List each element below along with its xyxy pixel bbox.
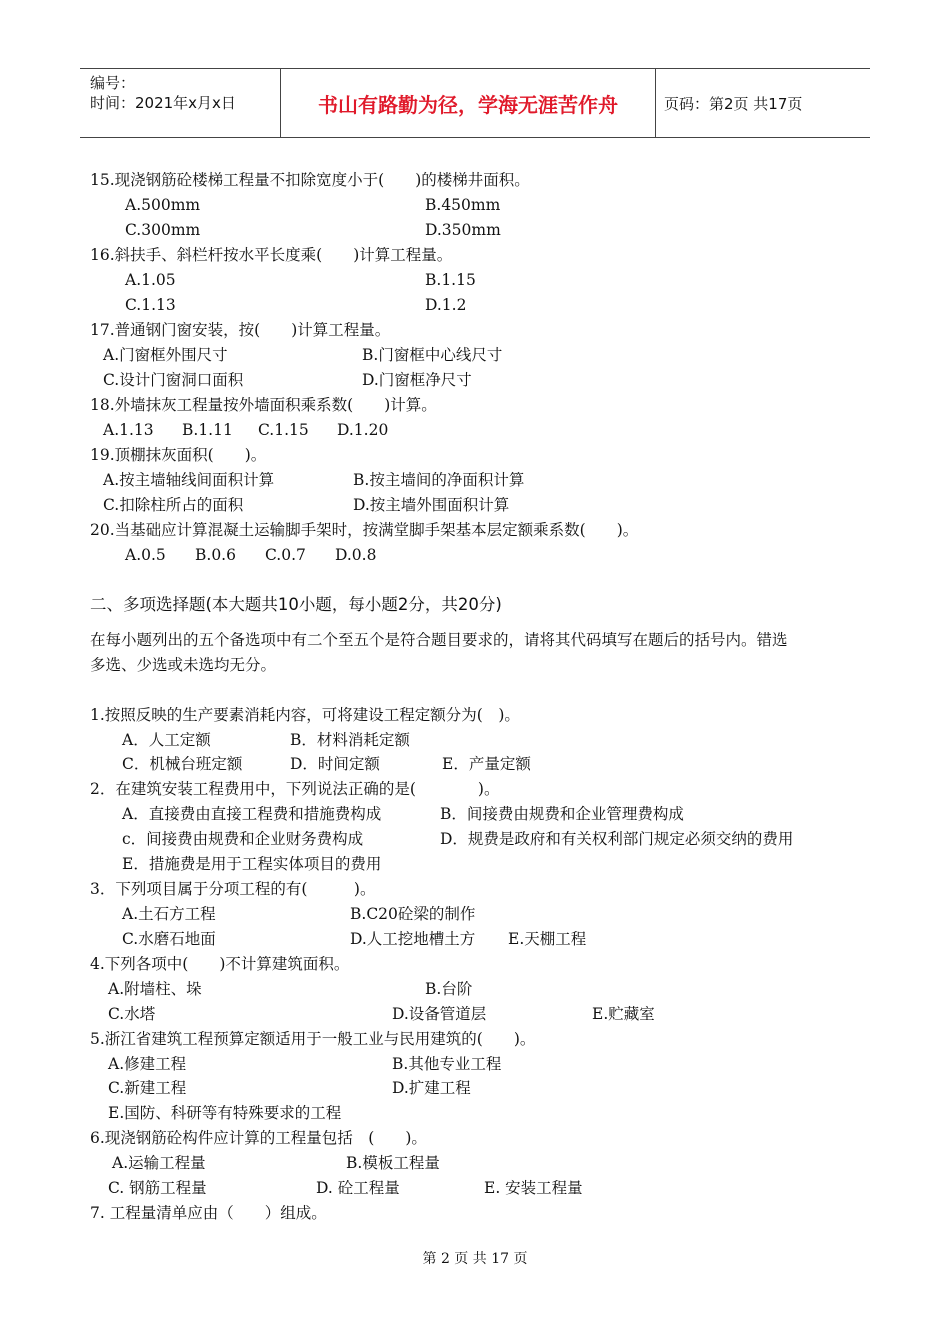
multi-question-1-option-a: A．人工定额 [122, 731, 211, 749]
question-15-option-c: C.300mm [125, 221, 201, 239]
multi-question-7-stem: 7. 工程量清单应由（ ）组成。 [90, 1204, 327, 1222]
section-2-instructions-line-1: 在每小题列出的五个备选项中有二个至五个是符合题目要求的，请将其代码填写在题后的括号内。错选 [90, 631, 788, 649]
question-17-option-d: D.门窗框净尺寸 [362, 371, 472, 389]
multi-question-3-option-c: C.水磨石地面 [122, 930, 216, 948]
question-16-option-c: C.1.13 [125, 296, 176, 314]
multi-question-2-option-b: B．间接费由规费和企业管理费构成 [440, 805, 684, 823]
question-17-option-b: B.门窗框中心线尺寸 [362, 346, 503, 364]
multi-question-5-option-e: E.国防、科研等有特殊要求的工程 [108, 1104, 342, 1122]
question-18-stem: 18.外墙抹灰工程量按外墙面积乘系数( )计算。 [90, 396, 437, 414]
multi-question-2-option-a: A．直接费由直接工程费和措施费构成 [122, 805, 382, 823]
question-15-option-b: B.450mm [425, 196, 501, 214]
question-17-stem: 17.普通钢门窗安装，按( )计算工程量。 [90, 321, 391, 339]
question-18-option-c: C.1.15 [258, 421, 309, 439]
question-19-option-c: C.扣除柱所占的面积 [103, 496, 244, 514]
header-time-label: 时间：2021年x月x日 [90, 94, 236, 112]
multi-question-4-option-c: C.水塔 [108, 1005, 156, 1023]
multi-question-4-option-b: B.台阶 [425, 980, 473, 998]
multi-question-6-stem: 6.现浇钢筋砼构件应计算的工程量包括 ( )。 [90, 1129, 427, 1147]
multi-question-4-option-d: D.设备管道层 [392, 1005, 487, 1023]
multi-question-2-stem: 2．在建筑安装工程费用中，下列说法正确的是( )。 [90, 780, 500, 798]
multi-question-6-option-b: B.模板工程量 [346, 1154, 440, 1172]
question-19-stem: 19.顶棚抹灰面积( )。 [90, 446, 267, 464]
question-20-stem: 20.当基础应计算混凝土运输脚手架时，按满堂脚手架基本层定额乘系数( )。 [90, 521, 639, 539]
multi-question-5-option-c: C.新建工程 [108, 1079, 187, 1097]
question-17-option-a: A.门窗框外围尺寸 [103, 346, 228, 364]
multi-question-6-option-a: A.运输工程量 [112, 1154, 206, 1172]
question-19-option-a: A.按主墙轴线间面积计算 [103, 471, 275, 489]
question-17-option-c: C.设计门窗洞口面积 [103, 371, 244, 389]
multi-question-1-stem: 1.按照反映的生产要素消耗内容，可将建设工程定额分为( )。 [90, 706, 520, 724]
multi-question-1-option-e: E．产量定额 [442, 755, 531, 773]
multi-question-3-option-b: B.C20砼梁的制作 [350, 905, 476, 923]
section-2-title: 二、多项选择题(本大题共10小题，每小题2分，共20分) [90, 595, 502, 614]
section-2-instructions-line-2: 多选、少选或未选均无分。 [90, 656, 277, 674]
question-16-stem: 16.斜扶手、斜栏杆按水平长度乘( )计算工程量。 [90, 246, 453, 264]
multi-question-5-option-a: A.修建工程 [108, 1055, 187, 1073]
multi-question-4-option-e: E.贮藏室 [592, 1005, 655, 1023]
multi-question-5-stem: 5.浙江省建筑工程预算定额适用于一般工业与民用建筑的( )。 [90, 1030, 536, 1048]
page-footer: 第 2 页 共 17 页 [422, 1251, 528, 1267]
multi-question-3-option-a: A.土石方工程 [122, 905, 216, 923]
multi-question-5-option-b: B.其他专业工程 [392, 1055, 502, 1073]
multi-question-6-option-d: D. 砼工程量 [316, 1179, 400, 1197]
multi-question-6-option-e: E. 安装工程量 [484, 1179, 583, 1197]
question-18-option-a: A.1.13 [103, 421, 154, 439]
question-16-option-b: B.1.15 [425, 271, 476, 289]
page-header [80, 68, 870, 138]
multi-question-2-option-c: c．间接费由规费和企业财务费构成 [122, 830, 364, 848]
question-20-option-c: C.0.7 [265, 546, 306, 564]
question-20-option-b: B.0.6 [195, 546, 236, 564]
multi-question-5-option-d: D.扩建工程 [392, 1079, 471, 1097]
question-15-stem: 15.现浇钢筋砼楼梯工程量不扣除宽度小于( )的楼梯井面积。 [90, 171, 530, 189]
header-meta [80, 69, 281, 137]
multi-question-3-option-d: D.人工挖地槽土方 [350, 930, 476, 948]
question-16-option-a: A.1.05 [125, 271, 176, 289]
multi-question-1-option-d: D．时间定额 [290, 755, 380, 773]
question-16-option-d: D.1.2 [425, 296, 467, 314]
question-20-option-d: D.0.8 [335, 546, 377, 564]
question-18-option-b: B.1.11 [182, 421, 233, 439]
multi-question-2-option-e: E．措施费是用于工程实体项目的费用 [122, 855, 382, 873]
multi-question-4-option-a: A.附墙柱、垛 [108, 980, 202, 998]
multi-question-3-stem: 3．下列项目属于分项工程的有( )。 [90, 880, 376, 898]
multi-question-1-option-b: B．材料消耗定额 [290, 731, 410, 749]
question-19-option-d: D.按主墙外围面积计算 [353, 496, 510, 514]
question-20-option-a: A.0.5 [125, 546, 166, 564]
question-18-option-d: D.1.20 [337, 421, 389, 439]
multi-question-2-option-d: D．规费是政府和有关权利部门规定必须交纳的费用 [440, 830, 794, 848]
question-15-option-a: A.500mm [125, 196, 201, 214]
multi-question-4-stem: 4.下列各项中( )不计算建筑面积。 [90, 955, 350, 973]
header-page-info: 页码：第2页 共17页 [664, 94, 803, 113]
question-19-option-b: B.按主墙间的净面积计算 [353, 471, 525, 489]
question-15-option-d: D.350mm [425, 221, 501, 239]
multi-question-3-option-e: E.天棚工程 [508, 930, 587, 948]
header-code-label: 编号： [90, 74, 136, 92]
multi-question-6-option-c: C. 钢筋工程量 [108, 1179, 207, 1197]
multi-question-1-option-c: C．机械台班定额 [122, 755, 243, 773]
header-motto: 书山有路勤为径，学海无涯苦作舟 [281, 69, 656, 137]
